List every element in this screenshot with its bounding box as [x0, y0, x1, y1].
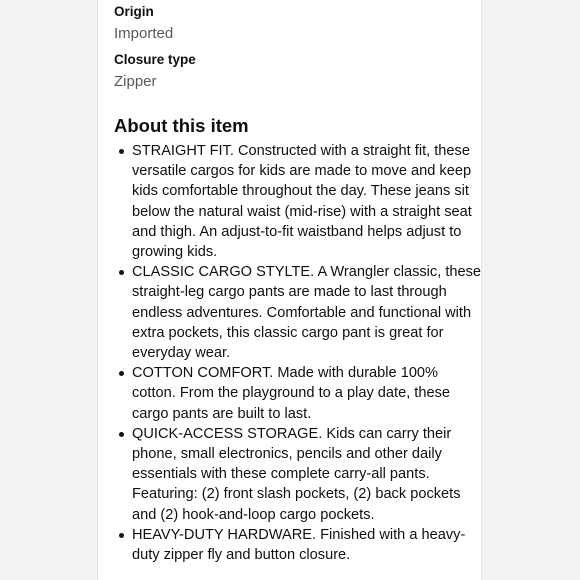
- about-bullet-cotton-comfort: COTTON COMFORT. Made with durable 100% cotton. From the playground to a play date, these cargo pants are built to last.: [132, 363, 482, 424]
- detail-closure-type: [114, 51, 196, 92]
- detail-origin-label: Origin: [114, 4, 154, 19]
- about-this-item-heading: About this item: [114, 115, 249, 136]
- detail-origin: [114, 3, 173, 44]
- product-details-panel: [97, 0, 482, 580]
- about-bullet-straight-fit: STRAIGHT FIT. Constructed with a straight fit, these versatile cargos for kids are made to move and keep kids comfortable throughout the day. These jeans sit below the natural waist (mid-rise) with a straight seat and thigh. An adjust-to-fit waistband helps adjust to growing kids.: [132, 141, 482, 262]
- about-bullet-heavy-duty-hardware: HEAVY-DUTY HARDWARE. Finished with a heavy-duty zipper fly and button closure.: [132, 525, 482, 565]
- about-bullet-quick-access-storage: QUICK-ACCESS STORAGE. Kids can carry their phone, small electronics, pencils and other daily essentials with these complete carry-all pants. Featuring: (2) front slash pockets, (2) back pockets and (2) hook-and-loop cargo pockets.: [132, 424, 482, 525]
- detail-origin-value: Imported: [114, 25, 174, 42]
- about-bullet-classic-cargo-style: CLASSIC CARGO STYLTE. A Wrangler classic, these straight-leg cargo pants are made to last through endless adventures. Comfortable and functional with extra pockets, this classic cargo pant is great for everyday wear.: [132, 262, 482, 363]
- detail-closure-type-label: Closure type: [114, 52, 196, 67]
- about-bullet-list: [114, 141, 482, 565]
- detail-closure-type-value: Zipper: [114, 73, 157, 90]
